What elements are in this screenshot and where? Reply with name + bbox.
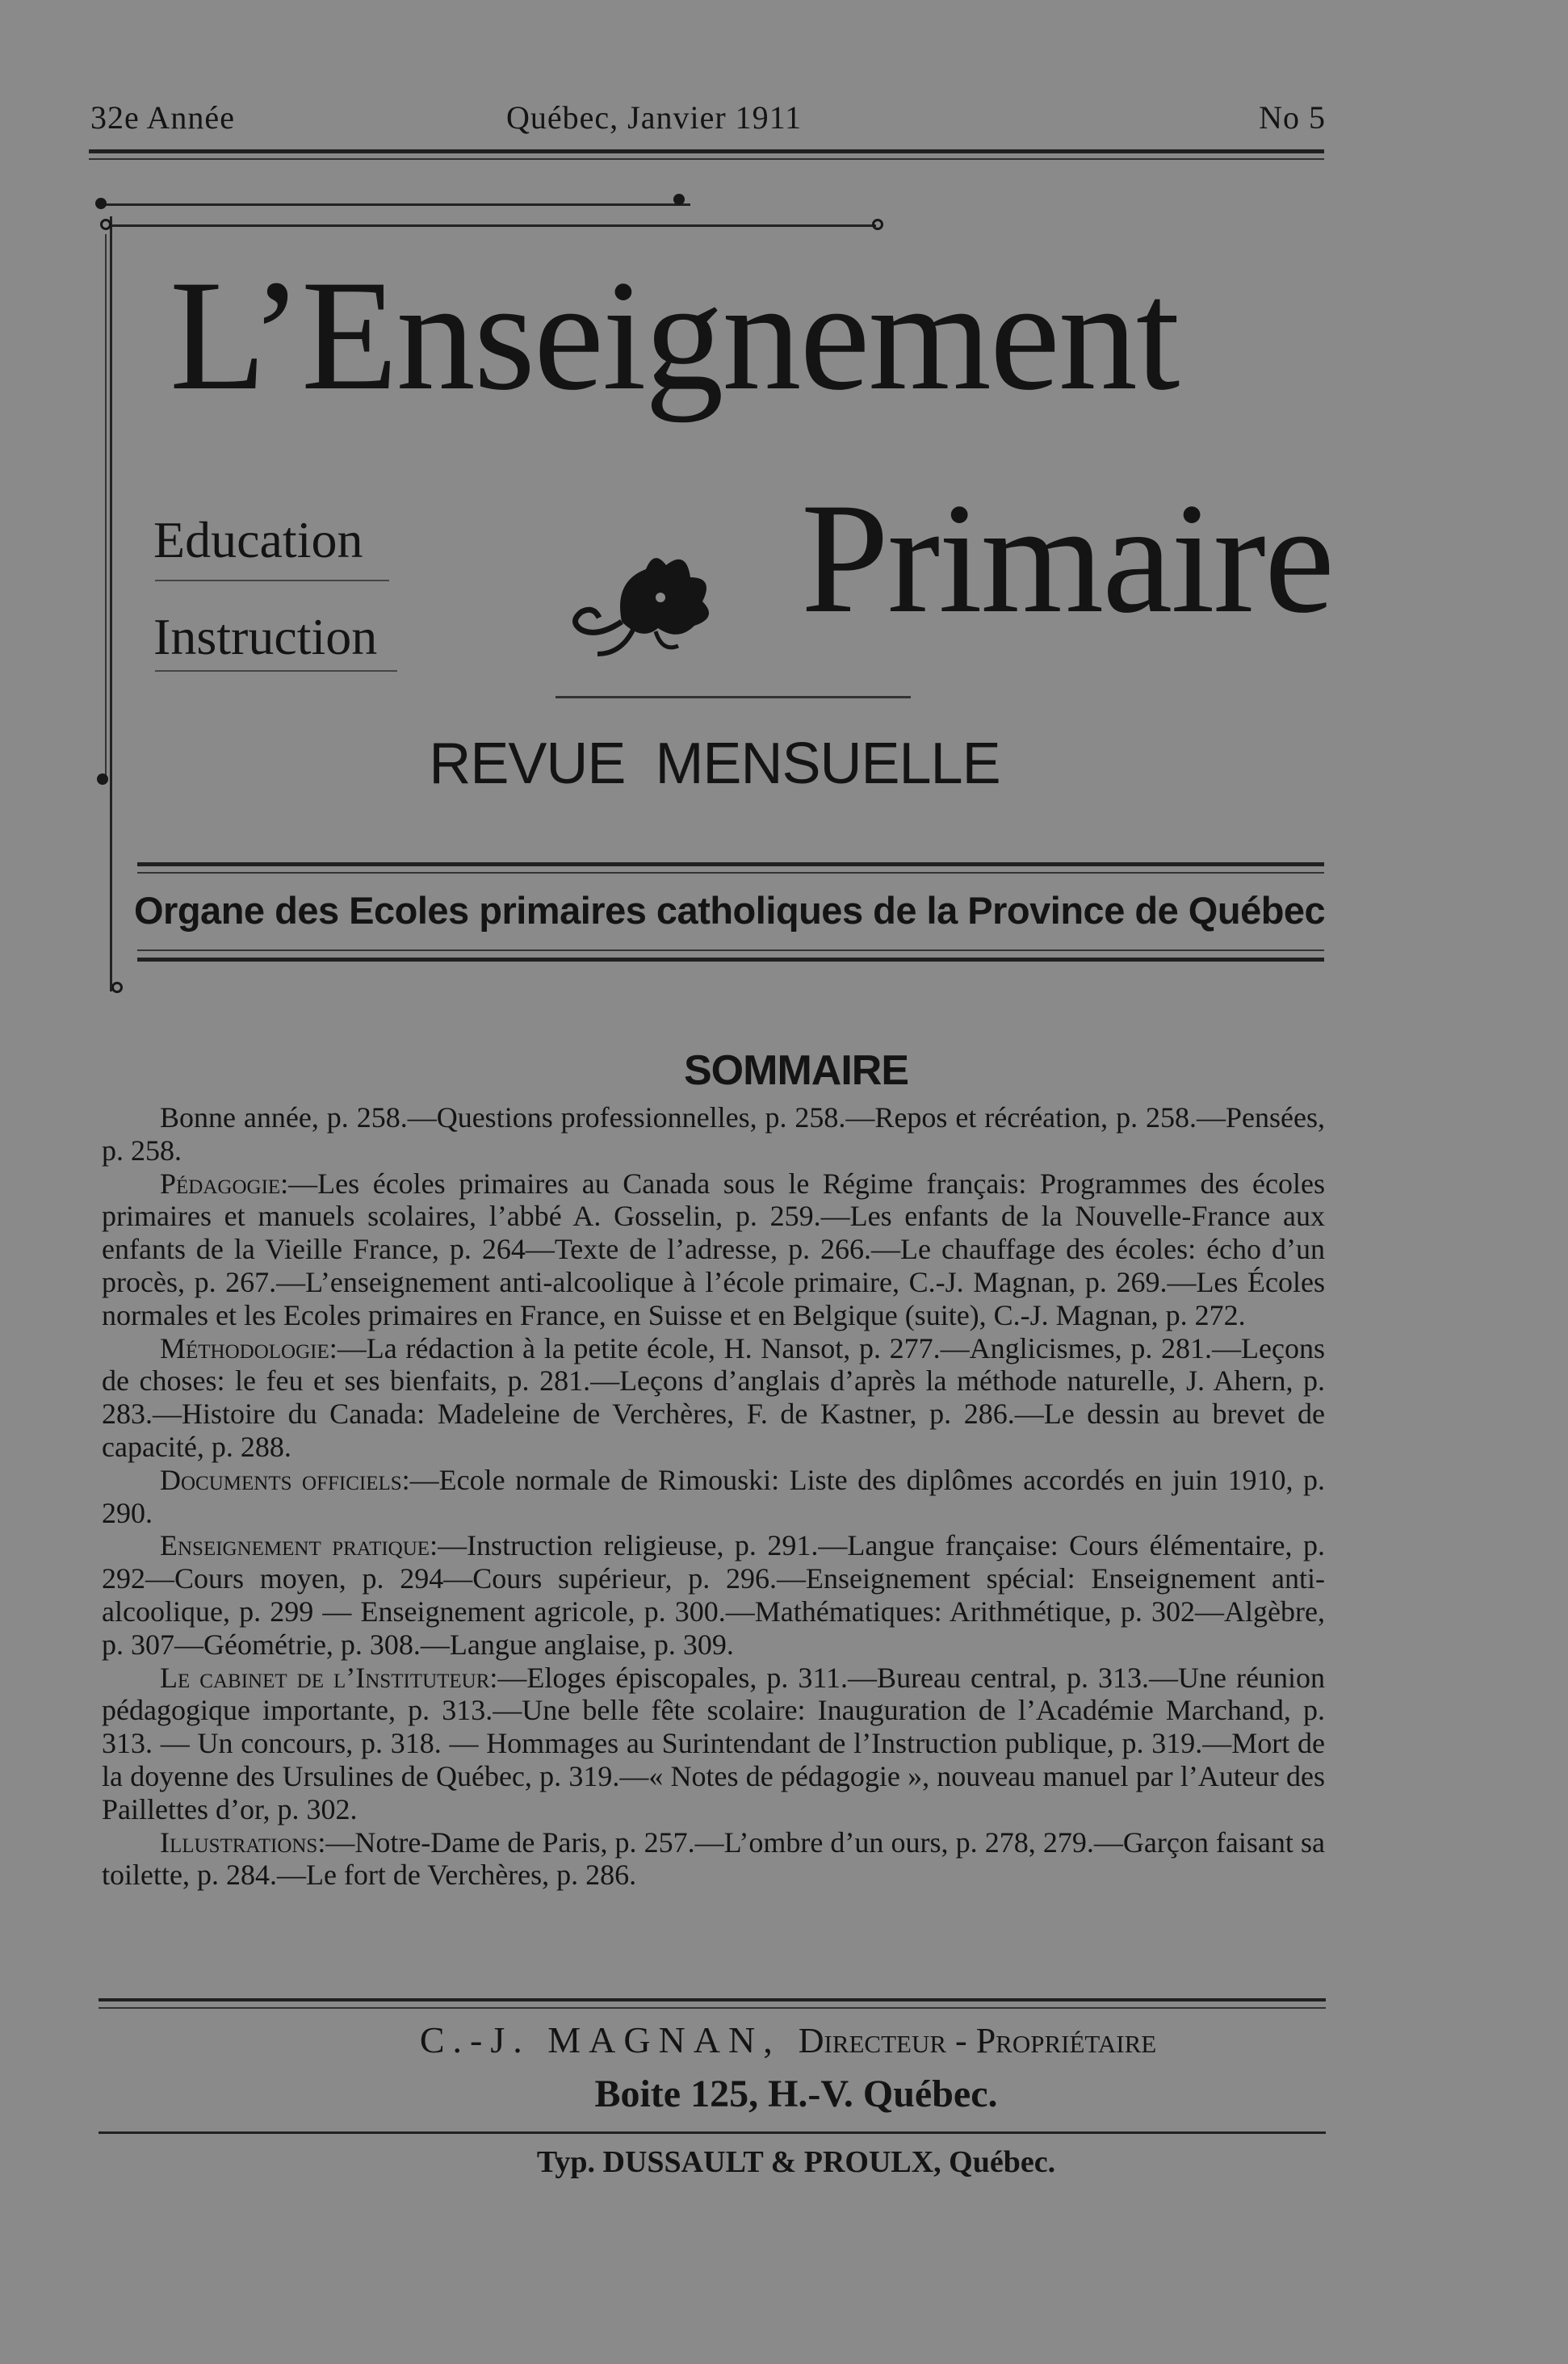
footer-rule bbox=[99, 2007, 1326, 2009]
sommaire-paragraph: Illustrations:—Notre-Dame de Paris, p. 257.—L’ombre d’un ours, p. 278, 279.—Garçon faisant sa toilette, p. 284.—Le fort de Verchères, p. 286. bbox=[102, 1825, 1325, 1892]
subtitle-rule bbox=[155, 580, 389, 581]
revue-mensuelle: REVUE MENSUELLE bbox=[429, 731, 1000, 796]
sommaire-paragraph: Documents officiels:—Ecole normale de Rimouski: Liste des diplômes accordés en juin 1910, p. 290. bbox=[102, 1463, 1325, 1529]
masthead-year: 32e Année bbox=[90, 99, 235, 136]
frame-left-rule bbox=[110, 216, 112, 991]
journal-title-primaire: Primaire bbox=[801, 471, 1333, 646]
frame-top-rule bbox=[101, 203, 690, 206]
maple-leaf-ornament-icon bbox=[565, 533, 735, 662]
title-rule bbox=[556, 696, 911, 698]
footer-rule bbox=[99, 1998, 1326, 2001]
organe-rule bbox=[137, 949, 1324, 951]
frame-top-rule-lower bbox=[109, 224, 876, 227]
sommaire-paragraph: Le cabinet de l’Instituteur:—Eloges épiscopales, p. 311.—Bureau central, p. 313.—Une réunion pédagogique importante, p. 313.—Une belle fête scolaire: Inauguration de l’Académie Marchand, p. 313. — Un concours, p. 318. — Hommages au Surintendant de l’Instruction publique, p. 319.—Mort de la doyenne des Ursulines de Québec, p. 319.—« Notes de pédagogie », nouveau manuel par l’Auteur des Paillettes d’or, p. 302. bbox=[102, 1661, 1325, 1825]
masthead-number: No 5 bbox=[1259, 99, 1326, 136]
journal-title: L’Enseignement bbox=[170, 248, 1179, 423]
footer-rule bbox=[99, 2131, 1326, 2134]
sommaire-paragraph: Pédagogie:—Les écoles primaires au Canada sous le Régime français: Programmes des écoles primaires et manuels scolaires, l’abbé A. Gosselin, p. 259.—Les enfants de la Nouvelle-France aux enfants de la Vieille France, p. 264—Texte de l’adresse, p. 266.—Le chauffage des écoles: écho d’un procès, p. 267.—L’enseignement anti-alcoolique à l’école primaire, C.-J. Magnan, p. 269.—Les Écoles normales et les Ecoles primaires en France, en Suisse et en Belgique (suite), C.-J. Magnan, p. 272. bbox=[102, 1167, 1325, 1331]
frame-ring-icon bbox=[100, 219, 111, 230]
subtitle-education: Education bbox=[153, 511, 363, 568]
sommaire-paragraph: Méthodologie:—La rédaction à la petite école, H. Nansot, p. 277.—Anglicismes, p. 281.—Leçons de choses: le feu et ses bienfaits, p. 281.—Leçons d’anglais d’après la méthode naturelle, J. Ahern, p. 283.—Histoire du Canada: Madeleine de Verchères, F. de Kastner, p. 286.—Le dessin au brevet de capacité, p. 288. bbox=[102, 1331, 1325, 1463]
organe-rule bbox=[137, 872, 1324, 874]
frame-ring-icon bbox=[872, 219, 883, 230]
masthead-rule bbox=[89, 149, 1324, 153]
subtitle-rule bbox=[155, 670, 397, 672]
frame-dot-icon bbox=[673, 194, 685, 205]
sommaire-paragraph: Enseignement pratique:—Instruction religieuse, p. 291.—Langue française: Cours élémentaire, p. 292—Cours moyen, p. 294—Cours supérieur, p. 296.—Enseignement spécial: Enseignement anti-alcoolique, p. 299 — Enseignement agricole, p. 300.—Mathématiques: Arithmétique, p. 302—Algèbre, p. 307—Géométrie, p. 308.—Langue anglaise, p. 309. bbox=[102, 1529, 1325, 1661]
subtitle-instruction: Instruction bbox=[153, 608, 378, 665]
sommaire-body bbox=[102, 1101, 1325, 1892]
address-line: Boite 125, H.-V. Québec. bbox=[594, 2073, 998, 2115]
organe-rule bbox=[137, 958, 1324, 962]
frame-left-rule-inner bbox=[105, 234, 107, 775]
director-role: Directeur - Propriétaire bbox=[798, 2021, 1157, 2060]
director-name: C.-J. MAGNAN, bbox=[419, 2019, 781, 2060]
sommaire-heading: SOMMAIRE bbox=[684, 1047, 908, 1094]
frame-dot-icon bbox=[95, 198, 107, 209]
masthead-place-date: Québec, Janvier 1911 bbox=[506, 99, 803, 136]
organe-rule bbox=[137, 862, 1324, 866]
masthead-rule-thin bbox=[89, 158, 1324, 160]
printer-line: Typ. DUSSAULT & PROULX, Québec. bbox=[536, 2145, 1056, 2179]
director-line bbox=[0, 2018, 1568, 2061]
sommaire-paragraph: Bonne année, p. 258.—Questions professionnelles, p. 258.—Repos et récréation, p. 258.—Pensées, p. 258. bbox=[102, 1101, 1325, 1167]
organe-line: Organe des Ecoles primaires catholiques de la Province de Québec bbox=[134, 889, 1326, 932]
frame-ring-icon bbox=[111, 982, 123, 993]
